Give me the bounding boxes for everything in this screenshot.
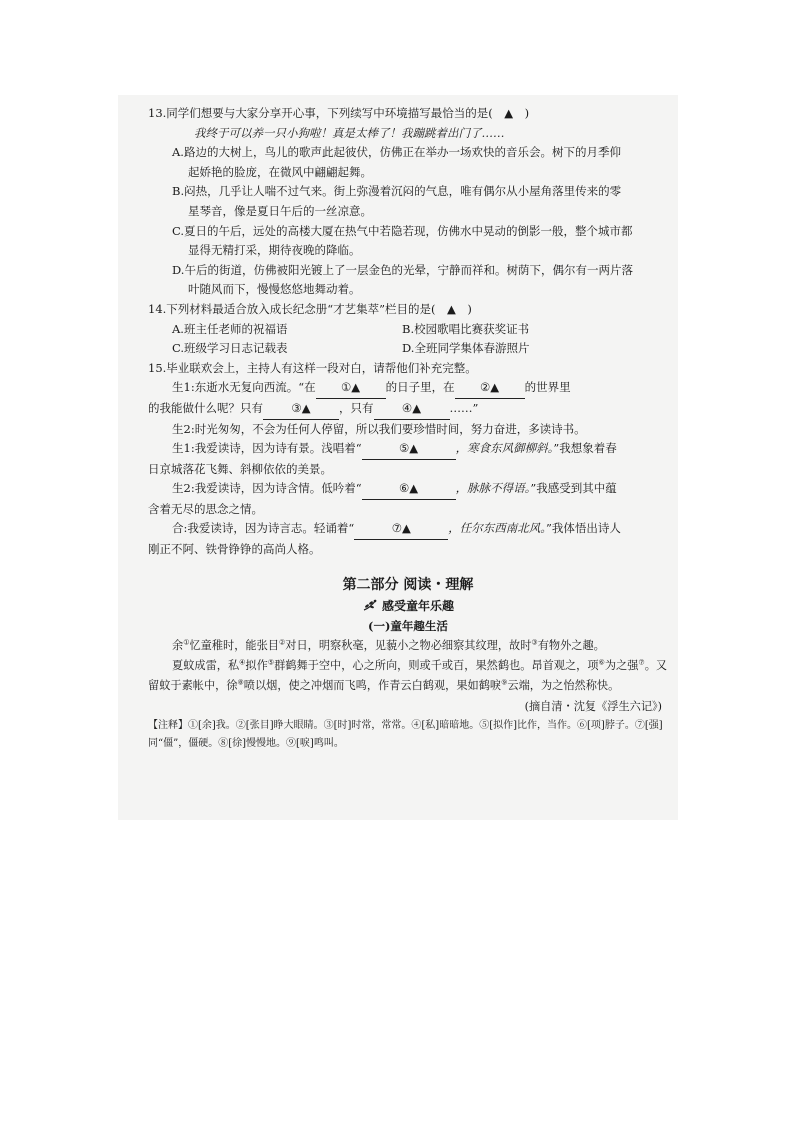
answer-blank-5[interactable]: ⑤▲ [362,439,456,460]
passage-text: 对日，明察秋毫，见藐小之物必细察其纹理，故时 [285,638,532,652]
passage-source: (摘自清・沈复《浮生六记》) [524,699,662,713]
answer-blank-7[interactable]: ⑦▲ [354,519,448,540]
dialogue-line: 生2:时光匆匆，不会为任何人停留，所以我们要珍惜时间，努力奋进，多读诗书。 [172,421,586,436]
answer-blank-3[interactable]: ③▲ [263,399,339,420]
dialogue-line [148,378,668,399]
question-13-option-a-cont: 起娇艳的脸庞，在微风中翩翩起舞。 [188,164,372,179]
dialogue-line: 日京城落花飞舞、斜柳依依的美景。 [148,461,332,476]
question-14-stem: 14.下列材料最适合放入成长纪念册“才艺集萃”栏目的是( ▲ ) [148,301,472,316]
question-13-option-d-cont: 叶随风而下，慢慢悠悠地舞动着。 [188,282,361,297]
section-title [148,596,668,616]
answer-blank-4[interactable]: ④▲ [374,399,450,420]
dialogue-line [148,399,668,420]
passage-text: 余 [172,638,184,652]
question-13-option-c: C.夏日的午后，远处的高楼大厦在热气中若隐若现，仿佛水中晃动的倒影一般，整个城市都 [172,223,633,238]
dialogue-text: ”我感受到其中蕴 [530,481,617,496]
poem-text: ，寒食东风御柳斜。 [455,441,554,456]
passage-text: 群鹤舞于空中，心之所向，则或千或百，果然鹤也。昂首观之，项 [274,659,599,673]
subsection-title: (一)童年趣生活 [368,618,448,633]
dialogue-text: ……” [449,400,479,415]
dialogue-line [148,439,668,460]
poem-text: ，脉脉不得语。 [455,481,531,496]
passage-text: 忆童稚时，能张目 [189,638,279,652]
question-14-options-row-1 [148,320,668,340]
classical-paragraph-2: 夏蚊成雷，私④拟作⑤群鹤舞于空中，心之所向，则或千或百，果然鹤也。昂首观之，项⑥为之强⑦。又留蚊于素帐中，徐⑧喷以烟，使之冲烟而飞鸣，作青云白鹤观，果如鹤唳⑨云端，为之怡然称快。 [148,658,668,693]
poem-text: ，任尔东西南北风。 [448,521,547,536]
classical-paragraph-1: 余①忆童稚时，能张目②对日，明察秋毫，见藐小之物必细察其纹理，故时③有物外之趣。 [172,637,605,652]
dialogue-line [148,479,668,500]
answer-blank-1[interactable]: ①▲ [316,378,386,399]
dialogue-text: 生1:我爱读诗，因为诗有景。浅唱着“ [172,441,362,456]
dialogue-text: ”我想象着春 [553,441,617,456]
dialogue-text: 的我能做什么呢？只有 [148,400,263,415]
part-2-title: 第二部分 阅读・理解 [342,576,474,593]
question-14-option-d: D.全班同学集体春游照片 [402,341,530,356]
dialogue-line [148,519,668,540]
exam-content [148,104,668,753]
answer-blank-2[interactable]: ②▲ [455,378,525,399]
question-14-option-b: B.校园歌唱比赛获奖证书 [402,321,530,336]
question-13-option-b-cont: 星琴音，像是夏日午后的一丝凉意。 [188,203,372,218]
dialogue-text: ，只有 [339,400,374,415]
dialogue-text: 的日子里，在 [385,380,455,395]
flower-icon [362,598,378,612]
annotations: 【注释】①[余]我。②[张目]睁大眼睛。③[时]时常，常常。④[私]暗暗地。⑤[拟作]比作，当作。⑥[项]脖子。⑦[强]同“僵”，僵硬。⑧[徐]慢慢地。⑨[唳]鸣叫。 [148,720,663,750]
question-13-option-b: B.闷热，几乎让人喘不过气来。街上弥漫着沉闷的气息，唯有偶尔从小屋角落里传来的零 [172,184,622,199]
question-13-option-d: D.午后的街道，仿佛被阳光镀上了一层金色的光晕，宁静而祥和。树荫下，偶尔有一两片落 [172,262,633,277]
dialogue-text: ”我体悟出诗人 [546,521,621,536]
dialogue-text: 生1:东逝水无复向西流。“在 [172,380,316,395]
question-14-options-row-2 [148,339,668,359]
question-13-option-c-cont: 显得无精打采，期待夜晚的降临。 [188,243,361,258]
passage-text: 喷以烟，使之冲烟而飞鸣，作青云白鹤观，果如鹤唳 [243,679,502,693]
dialogue-line: 含着无尽的思念之情。 [148,501,263,516]
dialogue-text: 的世界里 [524,380,571,395]
question-13-quote: 我终于可以养一只小狗啦！真是太棒了！我蹦跳着出门了…… [194,125,505,140]
dialogue-line: 刚正不阿、铁骨铮铮的高尚人格。 [148,542,321,557]
question-15-stem: 15.毕业联欢会上，主持人有这样一段对白，请帮他们补充完整。 [148,360,477,375]
passage-text: 夏蚊成雷，私 [172,659,240,673]
question-13-option-a: A.路边的大树上，鸟儿的歌声此起彼伏，仿佛正在举办一场欢快的音乐会。树下的月季仰 [172,145,621,160]
question-14-option-a: A.班主任老师的祝福语 [172,321,288,336]
question-14-option-c: C.班级学习日志记载表 [172,341,288,356]
question-13-stem: 13.同学们想要与大家分享开心事，下列续写中环境描写最恰当的是( ▲ ) [148,106,530,120]
dialogue-text: 生2:我爱读诗，因为诗含情。低吟着“ [172,481,362,496]
passage-text: 有物外之趣。 [537,638,605,652]
passage-text: 为之强 [604,659,639,673]
passage-text: 拟作 [245,659,268,673]
passage-text: 云端，为之怡然称快。 [507,679,620,693]
dialogue-text: 合:我爱读诗，因为诗言志。轻诵着“ [172,521,355,536]
answer-blank-6[interactable]: ⑥▲ [362,479,456,500]
section-title-text: 感受童年乐趣 [381,598,454,613]
passage-text: 。又留蚊于素帐中，徐 [148,659,668,693]
